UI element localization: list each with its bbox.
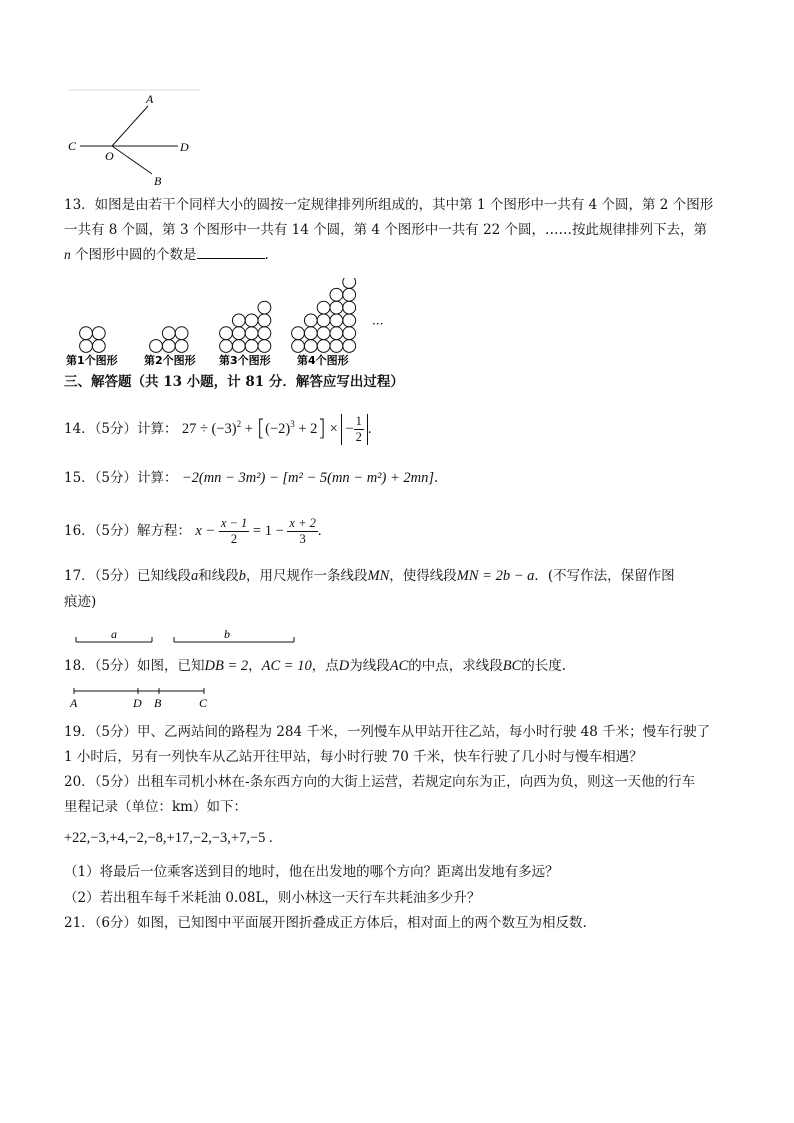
q20-records: +22,−3,+4,−2,−8,+17,−2,−3,+7,−5 . [64, 830, 273, 846]
q20-sub2: （2）若出租车每千米耗油 0.08L，则小林这一天行车共耗油多少升？ [64, 890, 481, 906]
q13-line3-text: 个图形中圆的个数是 [75, 247, 197, 263]
circle-fig4 [330, 288, 343, 301]
circle-fig4 [317, 314, 330, 327]
circle-fig4 [343, 288, 356, 301]
q17-line2: 痕迹) [64, 594, 97, 610]
circle-fig2 [150, 340, 163, 353]
circle-fig4 [343, 278, 356, 288]
circle-fig1 [92, 327, 105, 340]
circle-fig3 [245, 327, 258, 340]
circle-fig4 [317, 340, 330, 353]
q19-line2: 1 小时后，另有一列快车从乙站开往甲站，每小时行驶 70 千米，快车行驶了几小时与慢车相遇？ [64, 749, 643, 765]
circle-fig3 [245, 314, 258, 327]
q13-line2: 一共有 8 个圆，第 3 个图形中一共有 14 个圆，第 4 个图形中一共有 22 个圆，……按此规律排列下去，第 [64, 222, 708, 238]
circle-fig4 [330, 301, 343, 314]
circle-fig3 [258, 327, 271, 340]
circle-fig4 [304, 314, 317, 327]
q20-line1: 20．（5分）出租车司机小林在-条东西方向的大街上运营，若规定向东为正，向西为负，则这一天他的行车 [64, 774, 696, 790]
q16: 16．（5分）解方程： x − $\frac{x - 1}{2}$ = 1 − $\frac{x + 2}{3}$ . [64, 516, 322, 546]
q19-line1: 19．（5分）甲、乙两站间的路程为 284 千米，一列慢车从甲站开往乙站，每小时行驶 48 千米；慢车行驶了 [64, 724, 711, 740]
circle-fig4 [292, 340, 305, 353]
circle-fig4 [343, 340, 356, 353]
q15-expr: −2(mn − 3m²) − [m² − 5(mn − m²) + 2mn] [181, 470, 435, 486]
q16-expr: x − $\frac{x - 1}{2}$ = 1 − $\frac{x + 2}{3}$ . [195, 516, 322, 546]
point-d: D [133, 696, 142, 710]
circle-fig3 [258, 314, 271, 327]
circle-fig1 [80, 340, 93, 353]
circle-fig4 [292, 327, 305, 340]
q18: 18．（5分）如图，已知DB = 2，AC = 10，点D为线段AC的中点，求线段BC的长度. [64, 658, 567, 674]
circle-fig3 [258, 340, 271, 353]
circle-fig1 [80, 327, 93, 340]
circle-fig4 [343, 301, 356, 314]
q13-line3: n 个图形中圆的个数是 . [64, 241, 269, 269]
label-d: D [180, 140, 189, 154]
circle-fig3 [220, 327, 233, 340]
label-b: B [154, 174, 162, 188]
q17-line1: 17．（5分）已知线段a和线段b，用尺规作一条线段MN，使得线段MN = 2b − a．(不写作法，保留作图 [64, 568, 675, 584]
circle-fig4 [330, 340, 343, 353]
angle-diagram [60, 88, 205, 188]
circle-fig3 [232, 327, 245, 340]
segments-diagram [64, 624, 304, 648]
circle-fig3 [232, 314, 245, 327]
circle-fig3 [258, 301, 271, 314]
circle-fig3 [232, 340, 245, 353]
circle-fig1 [92, 340, 105, 353]
circle-pattern-figure [64, 278, 404, 370]
circle-fig4 [317, 327, 330, 340]
circle-fig2 [162, 340, 175, 353]
line-segment-figure [64, 684, 224, 710]
section-heading: 三、解答题（共 13 小题，计 81 分．解答应写出过程） [64, 374, 404, 390]
segment-b-label: b [224, 627, 230, 641]
angle-figure [60, 88, 205, 188]
ellipsis: ··· [372, 317, 384, 331]
circle-fig2 [175, 340, 188, 353]
circles-diagram [64, 278, 404, 370]
label-o: O [105, 149, 114, 163]
q14: 14．（5分）计算： $27 \div (-3)^2 + [(-2)^3 + 2]$ × − $\frac{1}{2}$ . [64, 414, 372, 444]
circle-fig2 [162, 327, 175, 340]
label-c: C [68, 139, 77, 153]
q14-expr: $27 \div (-3)^2 + [(-2)^3 + 2]$ × − $\frac{1}{2}$ . [181, 414, 372, 444]
point-a: A [70, 696, 78, 710]
segment-a-label: a [111, 627, 117, 641]
circle-fig4 [304, 340, 317, 353]
point-c: C [199, 696, 208, 710]
point-b: B [154, 696, 162, 710]
circle-fig4 [330, 314, 343, 327]
q20-sub1: （1）将最后一位乘客送到目的地时，他在出发地的哪个方向？距离出发地有多远？ [64, 864, 559, 880]
segments-figure [64, 624, 304, 648]
line-segment-diagram [64, 684, 224, 710]
figure-label-4: 第4个图形 [297, 354, 349, 367]
circle-fig4 [343, 314, 356, 327]
circle-fig2 [175, 327, 188, 340]
figure-label-2: 第2个图形 [144, 354, 196, 367]
label-a: A [146, 92, 154, 106]
circle-fig4 [317, 301, 330, 314]
circle-fig4 [343, 327, 356, 340]
var-n: n [64, 247, 71, 262]
answer-blank[interactable] [197, 244, 265, 259]
circle-fig3 [220, 340, 233, 353]
circle-fig4 [304, 327, 317, 340]
q21-line1: 21．（6分）如图，已知图中平面展开图折叠成正方体后，相对面上的两个数互为相反数. [64, 915, 587, 931]
circle-fig3 [245, 340, 258, 353]
figure-label-3: 第3个图形 [219, 354, 271, 367]
figure-label-1: 第1个图形 [66, 354, 118, 367]
q13-line1: 13．如图是由若干个同样大小的圆按一定规律排列所组成的，其中第 1 个图形中一共有 4 个圆，第 2 个图形 [64, 197, 714, 213]
q15: 15．（5分）计算： −2(mn − 3m²) − [m² − 5(mn − m²) + 2mn]. [64, 470, 439, 486]
q20-line2: 里程记录（单位：km）如下： [64, 799, 247, 815]
circle-fig4 [330, 327, 343, 340]
